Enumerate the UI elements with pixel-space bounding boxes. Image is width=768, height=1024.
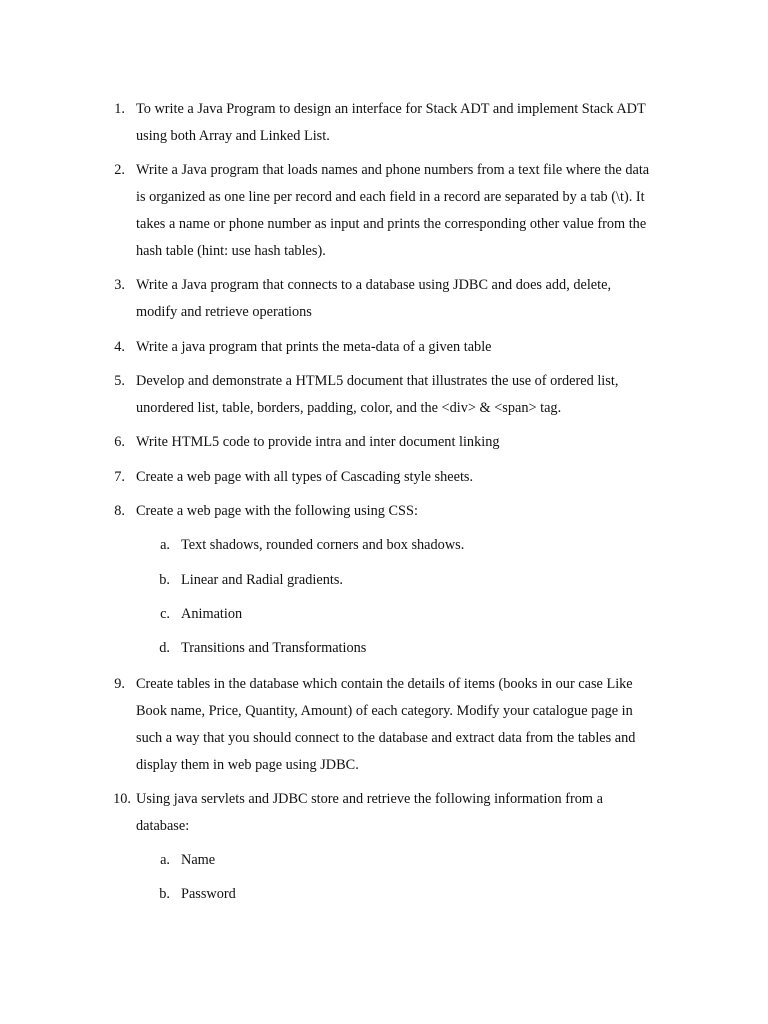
item-number: 6.	[114, 434, 125, 450]
sub-item-letter: b.	[159, 886, 170, 902]
item-number: 4.	[114, 339, 125, 355]
sub-item-letter: a.	[160, 852, 170, 868]
item-line: Write a Java program that loads names and phone numbers from a text file where the data	[136, 162, 650, 178]
sub-item-text: Transitions and Transformations	[181, 640, 367, 656]
item-line: such a way that you should connect to the database and extract data from the tables and	[136, 730, 636, 746]
item-line: Using java servlets and JDBC store and retrieve the following information from a	[136, 791, 603, 807]
sub-item-text: Password	[181, 886, 236, 902]
item-line: Write a Java program that connects to a database using JDBC and does add, delete,	[136, 277, 612, 293]
item-number: 10.	[113, 791, 131, 807]
item-line: Develop and demonstrate a HTML5 document that illustrates the use of ordered list,	[136, 373, 619, 389]
sub-item-text: Linear and Radial gradients.	[181, 572, 343, 588]
item-number: 8.	[114, 503, 125, 519]
item-line: Create tables in the database which contain the details of items (books in our case Like	[136, 676, 633, 692]
item-line: Create a web page with the following using CSS:	[136, 503, 418, 519]
item-line: Book name, Price, Quantity, Amount) of each category. Modify your catalogue page in	[136, 703, 633, 719]
item-line: To write a Java Program to design an interface for Stack ADT and implement Stack ADT	[136, 101, 646, 117]
sub-item-letter: a.	[160, 537, 170, 553]
item-number: 7.	[114, 469, 125, 485]
item-number: 9.	[114, 676, 125, 692]
item-line: modify and retrieve operations	[136, 304, 312, 320]
item-number: 3.	[114, 277, 125, 293]
item-line: is organized as one line per record and each field in a record are separated by a tab (\t). It	[136, 189, 645, 205]
item-line: display them in web page using JDBC.	[136, 757, 359, 773]
item-line: unordered list, table, borders, padding, color, and the <div> & <span> tag.	[136, 400, 562, 416]
item-number: 5.	[114, 373, 125, 389]
item-line: Write HTML5 code to provide intra and inter document linking	[136, 434, 500, 450]
item-line: Write a java program that prints the meta-data of a given table	[136, 339, 492, 355]
sub-item-text: Name	[181, 852, 216, 868]
sub-item-text: Text shadows, rounded corners and box shadows.	[181, 537, 465, 553]
item-line: takes a name or phone number as input and prints the corresponding other value from the	[136, 216, 647, 232]
sub-item-letter: b.	[159, 572, 170, 588]
item-line: hash table (hint: use hash tables).	[136, 243, 326, 259]
item-line: using both Array and Linked List.	[136, 128, 330, 144]
item-number: 2.	[114, 162, 125, 178]
sub-item-letter: c.	[160, 606, 170, 622]
item-line: Create a web page with all types of Cascading style sheets.	[136, 469, 474, 485]
item-line: database:	[136, 818, 190, 834]
sub-item-text: Animation	[181, 606, 243, 622]
item-number: 1.	[114, 101, 125, 117]
sub-item-letter: d.	[159, 640, 170, 656]
